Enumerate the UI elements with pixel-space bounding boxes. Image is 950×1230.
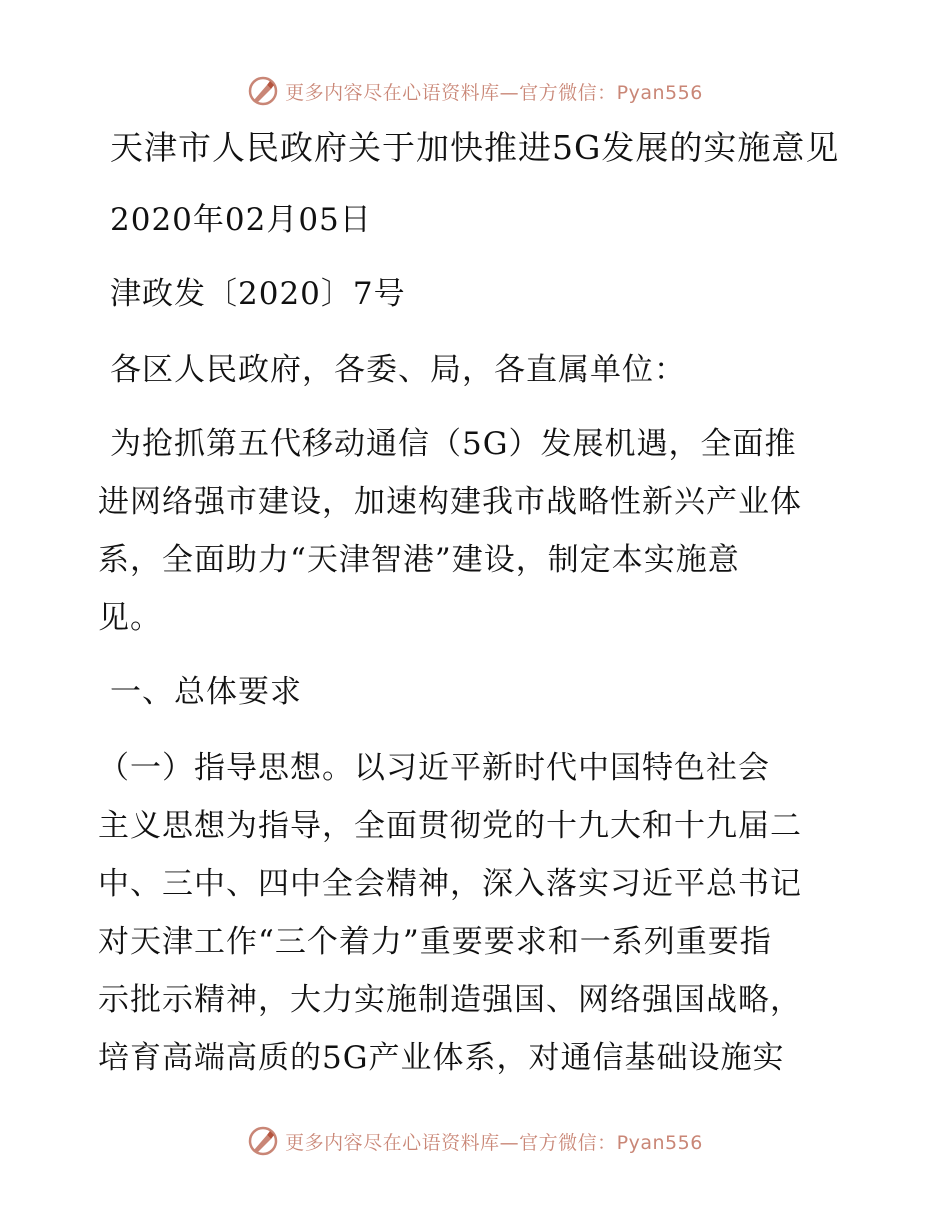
- paragraph-line: （一）指导思想。以习近平新时代中国特色社会: [98, 750, 770, 786]
- pen-nib-icon: [247, 1125, 279, 1157]
- paragraph-line: 对天津工作“三个着力”重要要求和一系列重要指: [98, 924, 772, 960]
- pen-nib-icon: [247, 75, 279, 107]
- document-title: 天津市人民政府关于加快推进5G发展的实施意见: [110, 128, 840, 167]
- document-date: 2020年02月05日: [110, 202, 372, 238]
- paragraph-line: 示批示精神，大力实施制造强国、网络强国战略，: [98, 982, 802, 1018]
- paragraph-line: 为抢抓第五代移动通信（5G）发展机遇，全面推: [110, 426, 797, 462]
- addressees: 各区人民政府，各委、局，各直属单位：: [110, 352, 686, 388]
- watermark-text: 更多内容尽在心语资料库—官方微信：Pyan556: [285, 1131, 703, 1154]
- paragraph-line: 中、三中、四中全会精神，深入落实习近平总书记: [98, 866, 802, 902]
- section-heading: 一、总体要求: [110, 674, 302, 710]
- watermark-text: 更多内容尽在心语资料库—官方微信：Pyan556: [285, 81, 703, 104]
- document-number: 津政发〔2020〕7号: [110, 276, 406, 312]
- watermark-banner-top: [0, 71, 950, 111]
- paragraph-line: 系，全面助力“天津智港”建设，制定本实施意: [98, 542, 740, 578]
- paragraph-line: 培育高端高质的5G产业体系，对通信基础设施实: [98, 1040, 785, 1076]
- paragraph-line: 见。: [98, 600, 162, 636]
- watermark-banner-bottom: [0, 1121, 950, 1161]
- paragraph-line: 主义思想为指导，全面贯彻党的十九大和十九届二: [98, 808, 802, 844]
- paragraph-line: 进网络强市建设，加速构建我市战略性新兴产业体: [98, 484, 802, 520]
